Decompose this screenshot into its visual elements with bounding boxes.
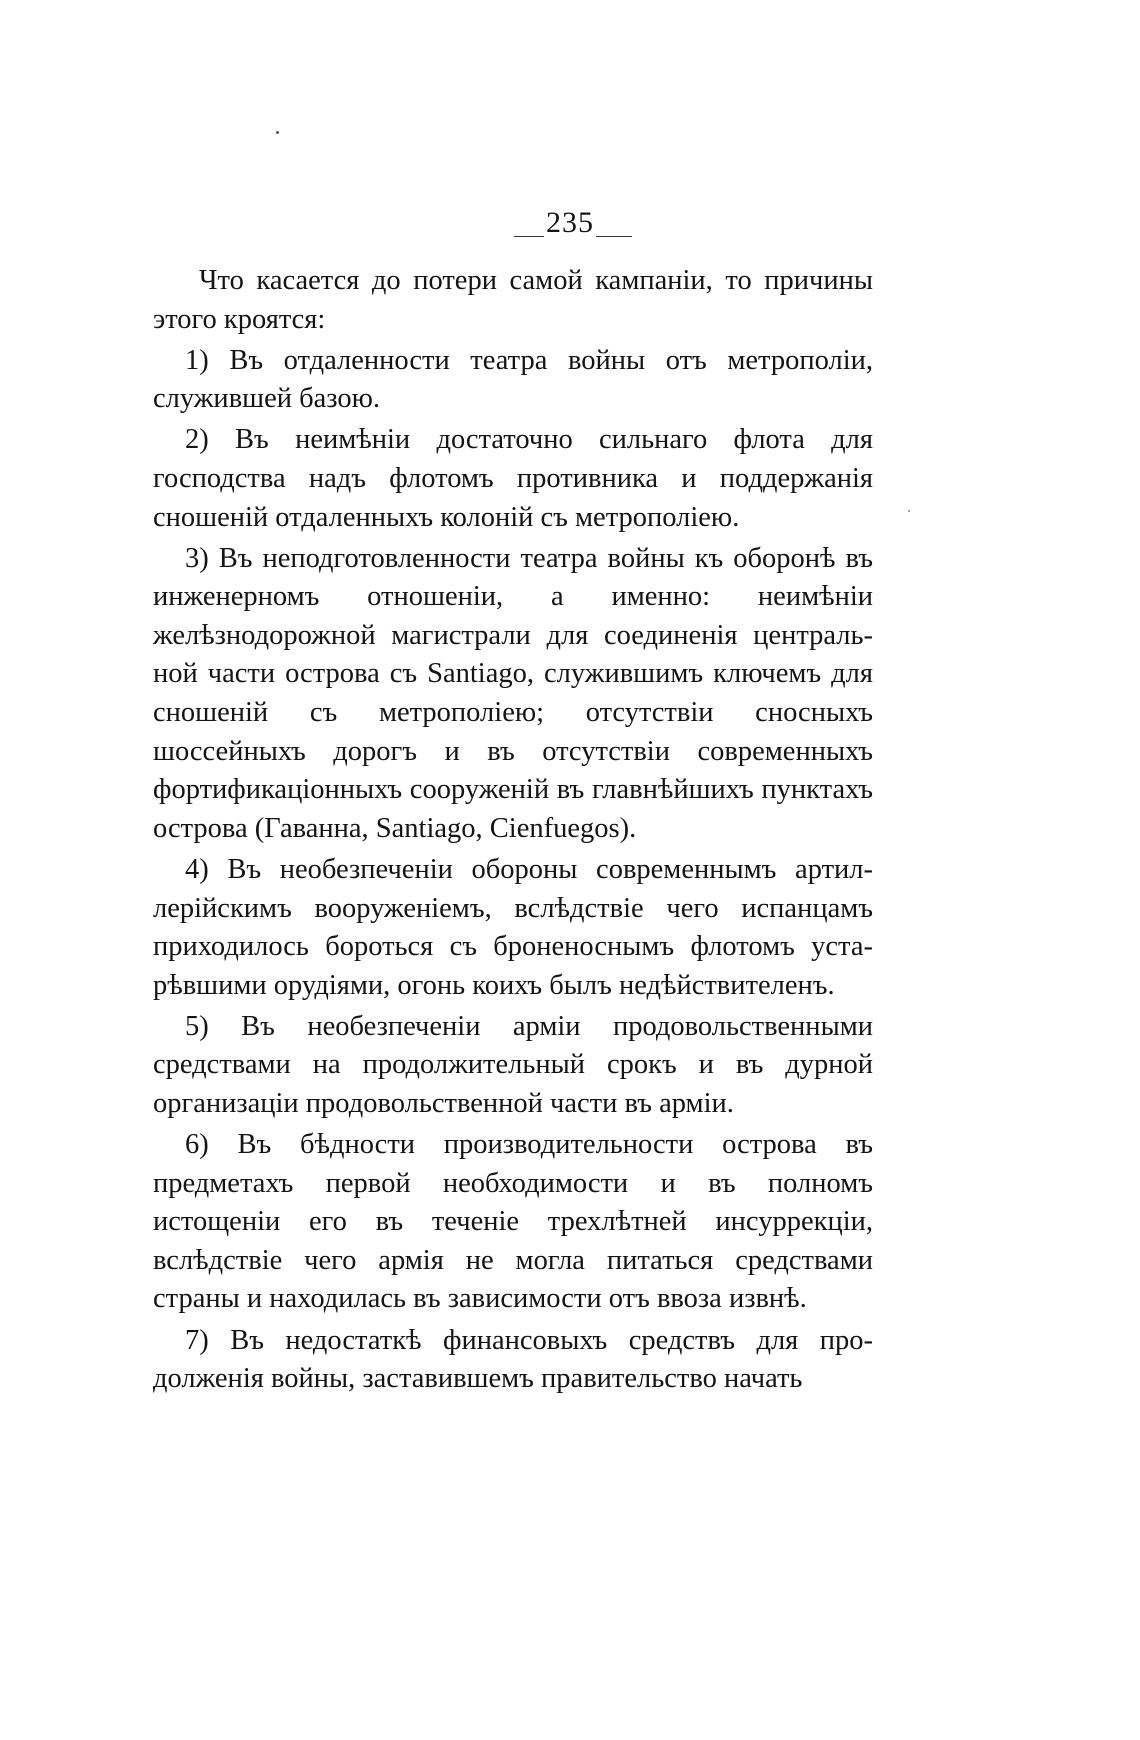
page-number-rule-left xyxy=(514,236,544,237)
body-text xyxy=(153,262,873,1401)
paragraph-cause-6: 6) Въ бѣдности производительности острова въ предметахъ первой необходимости и въ полномъ истощеніи его въ теченіе трехлѣтней инсуррекціи, вслѣдствіе чего армія не могла питаться средствами страны и находилась въ зависимости отъ ввоза извнѣ. xyxy=(153,1129,873,1315)
print-speck xyxy=(908,510,910,512)
page-number-header xyxy=(0,205,1140,241)
page-number-wrap xyxy=(546,205,594,241)
paragraph-cause-7: 7) Въ недостаткѣ финансовыхъ средствъ для продолженія войны, заставившемъ правительство начать xyxy=(153,1324,873,1395)
paragraph-cause-5: 5) Въ необезпеченіи арміи продовольственными средствами на продолжительный срокъ и въ дурной организаціи продовольственной части въ арміи. xyxy=(153,1010,873,1119)
page-number-rule-right xyxy=(596,236,632,237)
print-speck xyxy=(276,131,279,134)
paragraph-cause-1: 1) Въ отдаленности театра войны отъ метрополіи, служившей базою. xyxy=(153,344,873,415)
paragraph-cause-4: 4) Въ необезпеченіи обороны современнымъ артиллерійскимъ вооруженіемъ, вслѣдствіе чего испанцамъ приходилось бороться съ броненоснымъ флотомъ устарѣвшими орудіями, огонь коихъ былъ недѣйствителенъ. xyxy=(153,853,873,1001)
paragraph-cause-2: 2) Въ неимѣніи достаточно сильнаго флота для господства надъ флотомъ противника и поддержанія сношеній отдаленныхъ колоній съ метрополіею. xyxy=(153,424,873,533)
paragraph-cause-3: 3) Въ неподготовленности театра войны къ оборонѣ въ инженерномъ отношеніи, а именно: неимѣніи желѣзнодорожной магистрали для соединенія центральной части острова съ Santiago, служившимъ ключемъ для сношеній съ метрополіею; отсутствіи сносныхъ шоссейныхъ дорогъ и въ отсутствіи современныхъ фортификаціонныхъ сооруженій въ главнѣйшихъ пунктахъ острова (Гаванна, Santiago, Cienfuegos). xyxy=(153,542,873,844)
page-number: 235 xyxy=(546,206,594,239)
paragraph-intro: Что касается до потери самой кампаніи, то причины этого кроятся: xyxy=(153,265,873,335)
